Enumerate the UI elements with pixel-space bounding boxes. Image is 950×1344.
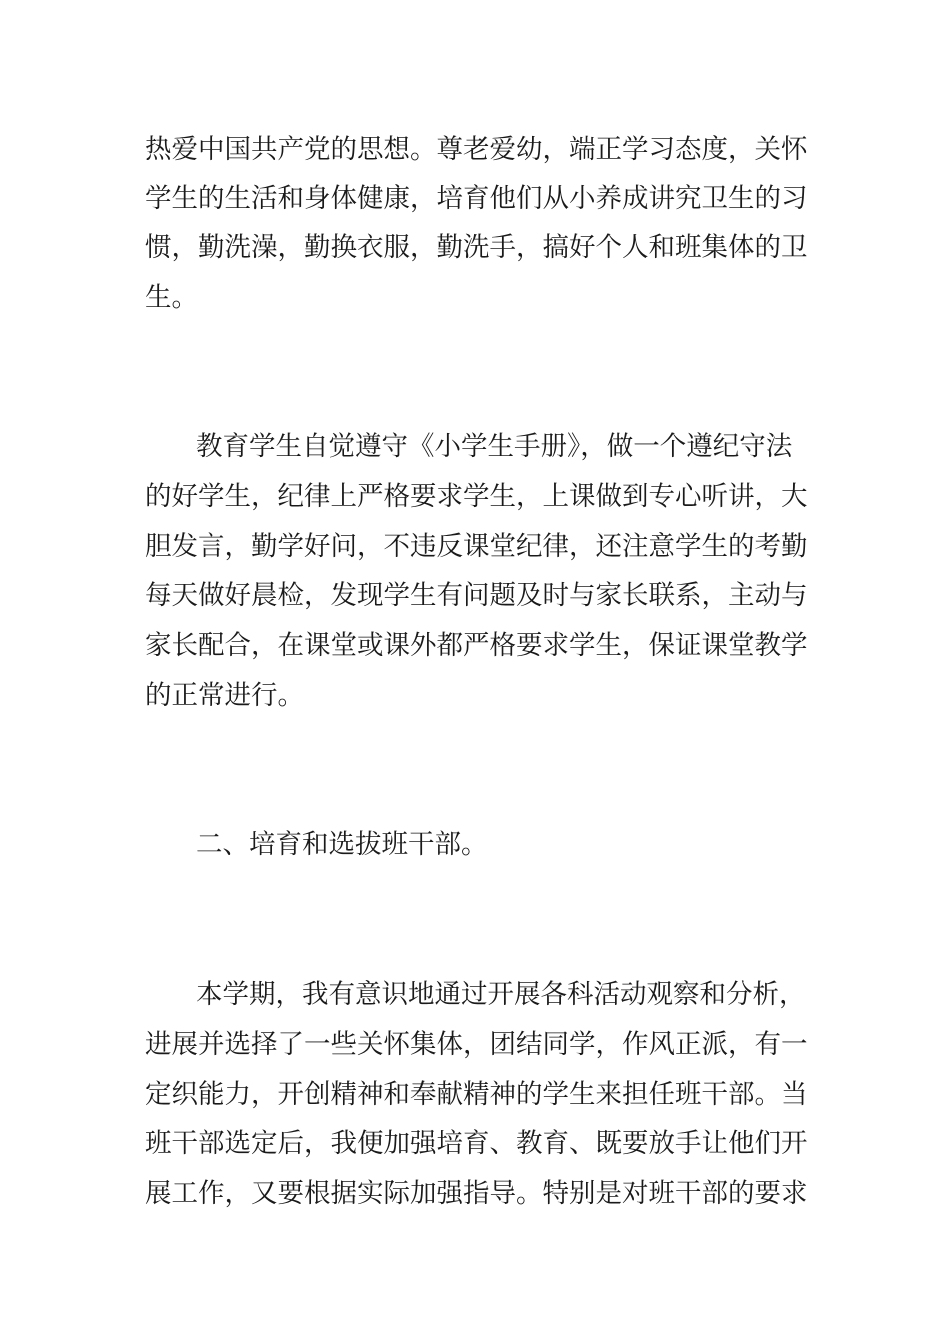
paragraph-2-line-3: 胆发言，勤学好问，不违反课堂纪律，还注意学生的考勤: [145, 531, 808, 562]
paragraph-2-line-5: 家长配合，在课堂或课外都严格要求学生，保证课堂教学: [145, 630, 808, 661]
paragraph-1-line-4: 生。: [145, 282, 198, 313]
paragraph-1-line-3: 惯，勤洗澡，勤换衣服，勤洗手，搞好个人和班集体的卫: [145, 232, 808, 263]
paragraph-1-line-1: 热爱中国共产党的思想。尊老爱幼，端正学习态度，关怀: [145, 134, 808, 165]
paragraph-3-line-1: 本学期，我有意识地通过开展各科活动观察和分析，: [196, 979, 806, 1010]
paragraph-3-line-5: 展工作，又要根据实际加强指导。特别是对班干部的要求: [145, 1178, 808, 1209]
paragraph-2-line-4: 每天做好晨检，发现学生有问题及时与家长联系，主动与: [145, 580, 808, 611]
paragraph-2-line-2: 的好学生，纪律上严格要求学生，上课做到专心听讲，大: [145, 481, 808, 512]
paragraph-2-line-6: 的正常进行。: [145, 680, 304, 711]
paragraph-3-line-3: 定织能力，开创精神和奉献精神的学生来担任班干部。当: [145, 1079, 808, 1110]
paragraph-2-line-1: 教育学生自觉遵守《小学生手册》，做一个遵纪守法: [196, 431, 793, 462]
paragraph-1-line-2: 学生的生活和身体健康，培育他们从小养成讲究卫生的习: [145, 183, 808, 214]
paragraph-3-line-4: 班干部选定后，我便加强培育、教育、既要放手让他们开: [145, 1128, 808, 1159]
section-heading: 二、培育和选拔班干部。: [196, 829, 488, 860]
paragraph-3-line-2: 进展并选择了一些关怀集体，团结同学，作风正派，有一: [145, 1029, 808, 1060]
